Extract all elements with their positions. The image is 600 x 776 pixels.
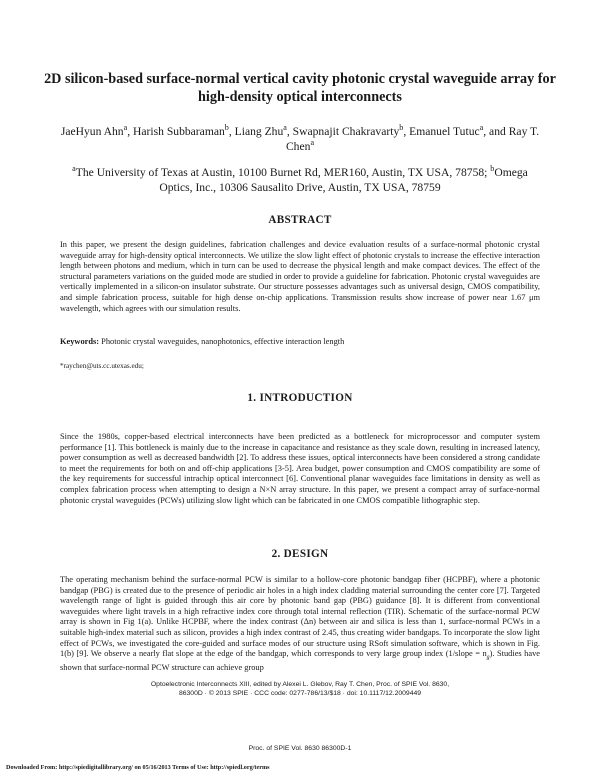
author-separator: , xyxy=(127,125,134,138)
author-name: Swapnajit Chakravarty xyxy=(292,125,400,138)
section-2-body: The operating mechanism behind the surface-normal PCW is similar to a hollow-core photonic bandgap fiber (HCPBF), where a photonic bandgap (PBG) is created due to the presence of periodic air holes in a high index cladding material surrounding the center core [7]. Targeted wavelength range of light is guided through this air core by photonic band gap (PBG) guidance [8]. It is different from conventional waveguides where light travels in a high refractive index core through total internal reflection (TIR). Schematic of the surface-normal PCW array is shown in Fig 1(a). Unlike HCPBF, where the index contrast (Δn) between air and silica is less than 1, surface-normal PCWs in a suitable high-index material such as silicon, provides a high index contrast of 2.45, thus creating wider bandgaps. To incorporate the slow light effect of PCWs, we investigated the core-guided and surface modes of our structure using RSoft simulation software, which is shown in Fig. 1(b) [9]. We observe a nearly flat slope at the edge of the bandgap, which corresponds to very large group index (1/slope = n xyxy=(60,575,540,659)
citation-line-1: Optoelectronic Interconnects XIII, edited by Alexei L. Glebov, Ray T. Chen, Proc. of SPIE Vol. 8630, xyxy=(150,681,450,688)
author-separator: , xyxy=(286,125,293,138)
group-index-subscript: g xyxy=(486,654,490,661)
abstract-text: In this paper, we present the design guidelines, fabrication challenges and device evaluation results of a surface-normal photonic crystal waveguide array for high-density optical interconnects. We utilize the slow light effect of photonic crystals to increase the effective interaction length between photons and medium, which in turn can be used to decrease the physical length and make compact devices. The effect of the structural parameters variations on the guided mode are studied in order to provide a guideline for fabrication. Photonic crystal waveguides are vertically implemented in a silicon-on insulator substrate. Our structure possesses advantages such as universal design, CMOS compatibility, and simple fabrication process, suitable for high dense on-chip applications. Transmission results show increase of power near 1.67 μm wavelength, which agrees with our simulation results. xyxy=(60,240,540,313)
keywords-label: Keywords: xyxy=(60,337,100,346)
section-2-heading: 2. DESIGN xyxy=(271,548,329,560)
author-separator: , xyxy=(228,125,235,138)
author-affiliation-mark: a xyxy=(123,123,128,133)
author-name: Ray T. Chen xyxy=(285,125,540,153)
citation-footer xyxy=(90,680,510,698)
author-separator: , xyxy=(403,125,410,138)
affiliation-a-mark: a xyxy=(72,164,76,174)
affiliation-b-mark: b xyxy=(490,164,495,174)
section-2-text xyxy=(60,575,540,674)
page-number: Proc. of SPIE Vol. 8630 86300D-1 xyxy=(248,745,352,752)
citation-line-2: 86300D · © 2013 SPIE · CCC code: 0277-786/13/$18 · doi: 10.1117/12.2009449 xyxy=(178,690,422,697)
affiliations xyxy=(55,165,545,195)
author-affiliation-mark: b xyxy=(224,123,229,133)
author-affiliation-mark: a xyxy=(479,123,484,133)
author-name: Emanuel Tutuc xyxy=(409,125,480,138)
section-2-tail: ). Studies have shown that surface-normal PCW structure can achieve group xyxy=(60,649,540,673)
author-affiliation-mark: a xyxy=(310,138,315,148)
abstract-heading: ABSTRACT xyxy=(268,214,332,226)
paper-title: 2D silicon-based surface-normal vertical cavity photonic crystal waveguide array for high-density optical interconnects xyxy=(44,71,556,105)
affiliation-b: Omega Optics, Inc., 10306 Sausalito Drive, Austin, TX USA, 78759 xyxy=(159,166,528,194)
keywords xyxy=(60,337,540,348)
author-affiliation-mark: b xyxy=(399,123,404,133)
download-notice: Downloaded From: http://spiedigitallibrary.org/ on 05/16/2013 Terms of Use: http://spiedl.org/terms xyxy=(6,764,270,771)
author-separator: , and xyxy=(483,125,509,138)
author-affiliation-mark: a xyxy=(283,123,287,133)
author-name: Harish Subbaraman xyxy=(133,125,225,138)
author-list xyxy=(55,124,545,154)
corresponding-email: *raychen@uts.cc.utexas.edu; xyxy=(60,362,144,370)
author-name: Liang Zhu xyxy=(234,125,284,138)
keywords-text: Photonic crystal waveguides, nanophotonics, effective interaction length xyxy=(101,337,345,346)
section-1-text: Since the 1980s, copper-based electrical interconnects have been predicted as a bottleneck for microprocessor and computer system performance [1]. This bottleneck is mainly due to the increase in capacitance and resistance as they scale down, resulting in increased latency, power consumption as well as decreased bandwidth [2]. To address these issues, optical interconnects have been considered a strong candidate to meet the requirements for both on and off-chip applications [3-5]. Area budget, power consumption and CMOS compatibility are some of the key requirements for successful intrachip optical interconnect [6]. Conventional planar waveguides face limitations in density as well as complex fabrication process when attempting to design a N×N array structure. In this paper, we present a compact array of surface-normal photonic crystal waveguides (PCWs) utilizing slow light which can be fabricated in one CMOS compatible lithographic step. xyxy=(60,432,540,505)
section-1-heading: 1. INTRODUCTION xyxy=(247,392,353,404)
author-name: JaeHyun Ahn xyxy=(60,125,124,138)
affiliation-a: The University of Texas at Austin, 10100 Burnet Rd, MER160, Austin, TX USA, 78758; xyxy=(75,166,491,179)
